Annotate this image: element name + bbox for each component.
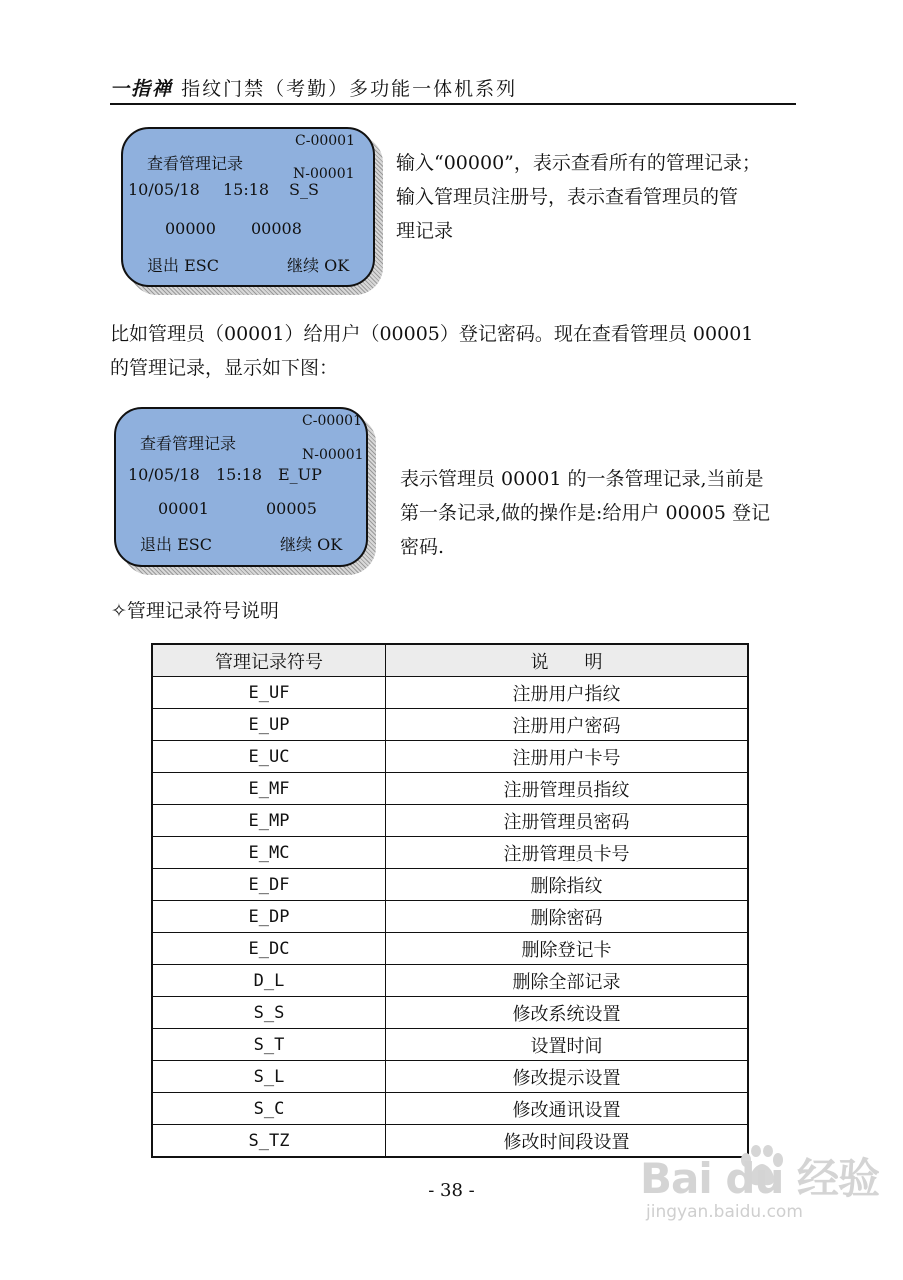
lcd-screen-2 bbox=[114, 407, 368, 567]
table-header-row bbox=[152, 644, 748, 677]
table-row bbox=[152, 1061, 748, 1093]
table-row bbox=[152, 773, 748, 805]
table-row bbox=[152, 901, 748, 933]
record-description: 注册管理员指纹 bbox=[386, 773, 749, 805]
lcd-ok-label: 继续 OK bbox=[287, 256, 350, 275]
table-row bbox=[152, 709, 748, 741]
watermark-url: jingyan.baidu.com bbox=[646, 1202, 803, 1222]
record-code: D_L bbox=[152, 965, 386, 997]
record-code: E_MP bbox=[152, 805, 386, 837]
header-rule bbox=[110, 103, 796, 105]
column-header-code: 管理记录符号 bbox=[152, 644, 386, 677]
note-1-line: 理记录 bbox=[396, 220, 454, 242]
lcd-title: 查看管理记录 bbox=[147, 154, 244, 173]
record-code: S_T bbox=[152, 1029, 386, 1061]
table-row bbox=[152, 933, 748, 965]
lcd-n-code: N-00001 bbox=[302, 447, 364, 463]
lcd-time: 15:18 bbox=[216, 465, 263, 484]
table-row bbox=[152, 869, 748, 901]
table-row bbox=[152, 965, 748, 997]
table-row bbox=[152, 677, 748, 709]
note-2-line: 第一条记录,做的操作是:给用户 00005 登记 bbox=[400, 502, 770, 524]
note-1-line: 输入“00000”，表示查看所有的管理记录； bbox=[396, 152, 761, 174]
record-code: E_MC bbox=[152, 837, 386, 869]
header-brand: 一指禅 bbox=[110, 78, 174, 100]
lcd-left-number: 00000 bbox=[165, 219, 216, 238]
lcd-record-code: E_UP bbox=[278, 465, 322, 484]
table-row bbox=[152, 837, 748, 869]
lcd-left-number: 00001 bbox=[158, 499, 209, 518]
record-code: S_TZ bbox=[152, 1125, 386, 1158]
note-2 bbox=[400, 462, 770, 564]
record-description: 注册管理员卡号 bbox=[386, 837, 749, 869]
record-code-table bbox=[151, 643, 749, 1158]
column-header-description: 说 明 bbox=[386, 644, 749, 677]
lcd-c-code: C-00001 bbox=[295, 133, 355, 149]
record-code: S_L bbox=[152, 1061, 386, 1093]
lcd-right-number: 00005 bbox=[266, 499, 317, 518]
page-header bbox=[110, 74, 517, 101]
header-title: 指纹门禁（考勤）多功能一体机系列 bbox=[181, 78, 518, 100]
record-code: E_MF bbox=[152, 773, 386, 805]
record-code: E_DP bbox=[152, 901, 386, 933]
note-2-line: 密码. bbox=[400, 536, 445, 558]
watermark-logo: Bai du 经验 bbox=[640, 1154, 879, 1203]
note-2-line: 表示管理员 00001 的一条管理记录,当前是 bbox=[400, 468, 764, 490]
lcd-esc-label: 退出 ESC bbox=[140, 535, 212, 554]
lcd-date: 10/05/18 bbox=[128, 180, 200, 199]
record-description: 删除登记卡 bbox=[386, 933, 749, 965]
legend-title: ✧管理记录符号说明 bbox=[111, 600, 279, 622]
record-description: 设置时间 bbox=[386, 1029, 749, 1061]
baidu-watermark bbox=[640, 1140, 879, 1240]
page-number: - 38 - bbox=[428, 1180, 475, 1201]
table-row bbox=[152, 1093, 748, 1125]
note-1 bbox=[396, 146, 761, 248]
lcd-time: 15:18 bbox=[223, 180, 270, 199]
middle-paragraph bbox=[110, 317, 753, 385]
lcd-right-number: 00008 bbox=[251, 219, 302, 238]
record-description: 修改通讯设置 bbox=[386, 1093, 749, 1125]
record-code: E_DC bbox=[152, 933, 386, 965]
record-description: 删除指纹 bbox=[386, 869, 749, 901]
lcd-display bbox=[114, 407, 368, 567]
record-code: S_S bbox=[152, 997, 386, 1029]
middle-paragraph-line: 比如管理员（00001）给用户（00005）登记密码。现在查看管理员 00001 bbox=[110, 323, 754, 345]
record-description: 修改提示设置 bbox=[386, 1061, 749, 1093]
lcd-n-code: N-00001 bbox=[293, 166, 355, 182]
note-1-line: 输入管理员注册号，表示查看管理员的管 bbox=[396, 186, 739, 208]
record-code: E_DF bbox=[152, 869, 386, 901]
record-description: 注册用户卡号 bbox=[386, 741, 749, 773]
lcd-esc-label: 退出 ESC bbox=[147, 256, 219, 275]
record-code: E_UF bbox=[152, 677, 386, 709]
lcd-title: 查看管理记录 bbox=[140, 434, 237, 453]
record-description: 修改系统设置 bbox=[386, 997, 749, 1029]
record-code: E_UC bbox=[152, 741, 386, 773]
middle-paragraph-line: 的管理记录，显示如下图： bbox=[110, 357, 339, 379]
record-description: 修改时间段设置 bbox=[386, 1125, 749, 1158]
record-code: E_UP bbox=[152, 709, 386, 741]
record-description: 注册用户指纹 bbox=[386, 677, 749, 709]
lcd-display bbox=[121, 127, 375, 287]
table-row bbox=[152, 997, 748, 1029]
record-description: 注册管理员密码 bbox=[386, 805, 749, 837]
table-row bbox=[152, 741, 748, 773]
table-row bbox=[152, 1029, 748, 1061]
record-description: 删除密码 bbox=[386, 901, 749, 933]
record-description: 注册用户密码 bbox=[386, 709, 749, 741]
record-description: 删除全部记录 bbox=[386, 965, 749, 997]
table-row bbox=[152, 805, 748, 837]
record-code: S_C bbox=[152, 1093, 386, 1125]
lcd-screen-1 bbox=[121, 127, 375, 287]
lcd-c-code: C-00001 bbox=[302, 413, 362, 429]
lcd-record-code: S_S bbox=[289, 180, 319, 199]
lcd-ok-label: 继续 OK bbox=[280, 535, 343, 554]
lcd-date: 10/05/18 bbox=[128, 465, 200, 484]
